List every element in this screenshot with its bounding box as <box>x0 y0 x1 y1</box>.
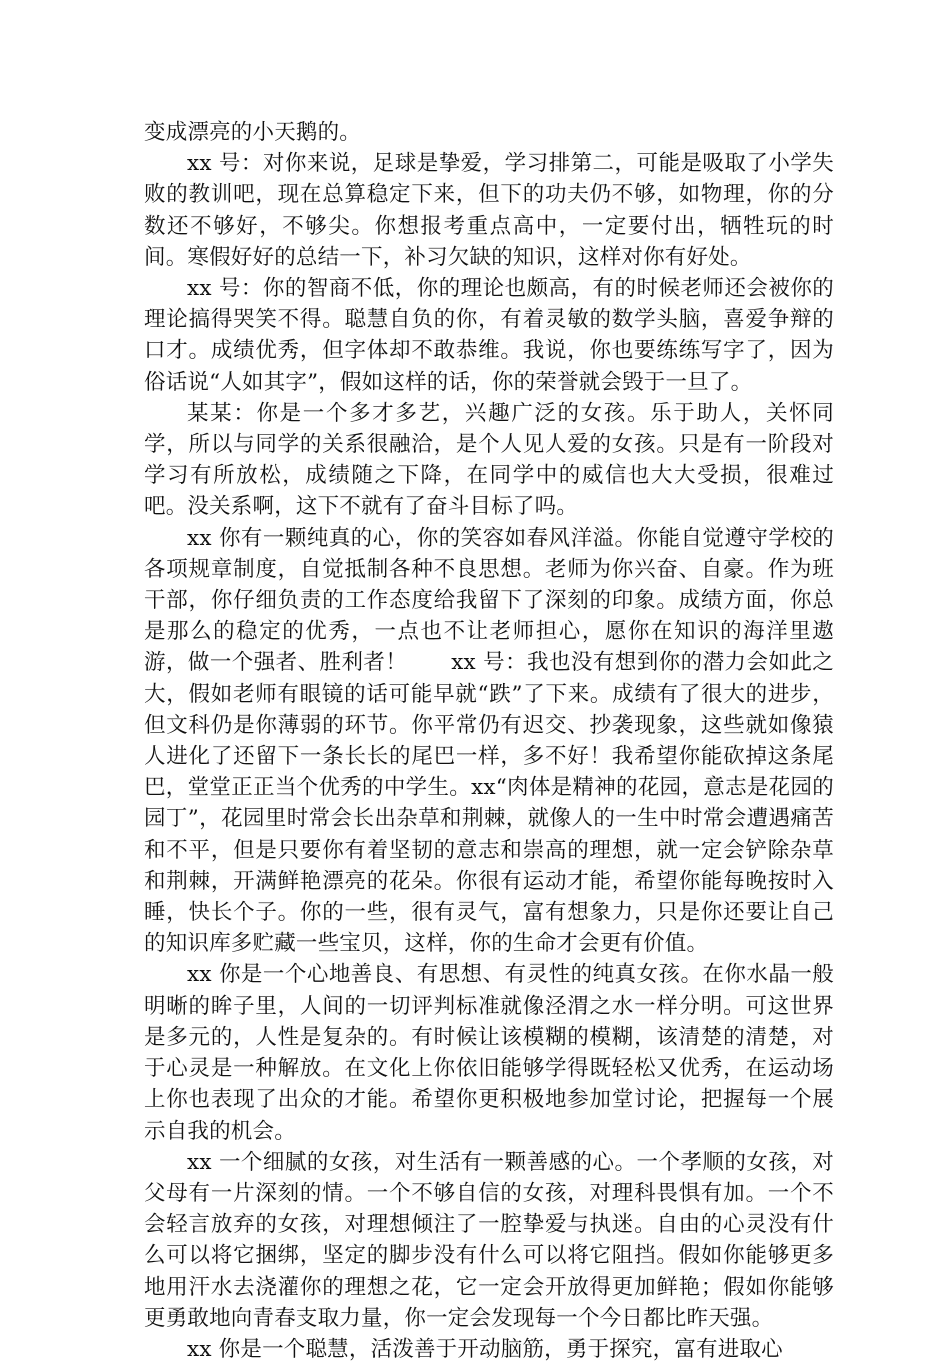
paragraph-5: xx 你有一颗纯真的心，你的笑容如春风洋溢。你能自觉遵守学校的各项规章制度，自觉抵制各种不良思想。老师为你兴奋、自豪。作为班干部，你仔细负责的工作态度给我留下了深刻的印象。成绩方面，你总是那么的稳定的优秀，一点也不让老师担心，愿你在知识的海洋里遨游，做一个强者、胜利者！ xx 号：我也没有想到你的潜力会如此之大，假如老师有眼镜的话可能早就“跌”了下来。成绩有了很大的进步，但文科仍是你薄弱的环节。你平常仍有迟交、抄袭现象，这些就如像猿人进化了还留下一条长长的尾巴一样，多不好！我希望你能砍掉这条尾巴，堂堂正正当个优秀的中学生。xx“肉体是精神的花园，意志是花园的园丁”，花园里时常会长出杂草和荆棘，就像人的一生中时常会遭遇痛苦和不平，但是只要你有着坚韧的意志和崇高的理想，就一定会铲除杂草和荆棘，开满鲜艳漂亮的花朵。你很有运动才能，希望你能每晚按时入睡，快长个子。你的一些，很有灵气，富有想象力，只是你还要让自己的知识库多贮藏一些宝贝，这样，你的生命才会更有价值。 <box>144 525 834 957</box>
paragraph-3: xx 号：你的智商不低，你的理论也颇高，有的时候老师还会被你的理论搞得哭笑不得。聪慧自负的你，有着灵敏的数学头脑，喜爱争辩的口才。成绩优秀，但字体却不敢恭维。我说，你也要练练写字了，因为俗话说“人如其字”，假如这样的话，你的荣誉就会毁于一旦了。 <box>144 276 834 395</box>
paragraph-6: xx 你是一个心地善良、有思想、有灵性的纯真女孩。在你水晶一般明晰的眸子里，人间的一切评判标准就像泾渭之水一样分明。可这世界是多元的，人性是复杂的。有时候让该模糊的模糊，该清楚的清楚，对于心灵是一种解放。在文化上你依旧能够学得既轻松又优秀，在运动场上你也表现了出众的才能。希望你更积极地参加堂讨论，把握每一个展示自我的机会。 <box>144 962 834 1144</box>
document-body <box>144 117 834 1365</box>
paragraph-7: xx 一个细腻的女孩，对生活有一颗善感的心。一个孝顺的女孩，对父母有一片深刻的情。一个不够自信的女孩，对理科畏惧有加。一个不会轻言放弃的女孩，对理想倾注了一腔挚爱与执迷。自由的心灵没有什么可以将它捆绑，坚定的脚步没有什么可以将它阻挡。假如你能够更多地用汗水去浇灌你的理想之花，它一定会开放得更加鲜艳；假如你能够更勇敢地向青春支取力量，你一定会发现每一个今日都比昨天强。 <box>144 1149 834 1331</box>
paragraph-2: xx 号：对你来说，足球是挚爱，学习排第二，可能是吸取了小学失败的教训吧，现在总算稳定下来，但下的功夫仍不够，如物理，你的分数还不够好，不够尖。你想报考重点高中，一定要付出，牺牲玩的时间。寒假好好的总结一下，补习欠缺的知识，这样对你有好处。 <box>144 151 834 270</box>
paragraph-4: 某某：你是一个多才多艺，兴趣广泛的女孩。乐于助人，关怀同学，所以与同学的关系很融洽，是个人见人爱的女孩。只是有一阶段对学习有所放松，成绩随之下降，在同学中的威信也大大受损，很难过吧。没关系啊，这下不就有了奋斗目标了吗。 <box>144 400 834 520</box>
paragraph-8: xx 你是一个聪慧，活泼善于开动脑筋，勇于探究，富有进取心 <box>187 1336 783 1362</box>
paragraph-1: 变成漂亮的小天鹅的。 <box>144 120 362 145</box>
